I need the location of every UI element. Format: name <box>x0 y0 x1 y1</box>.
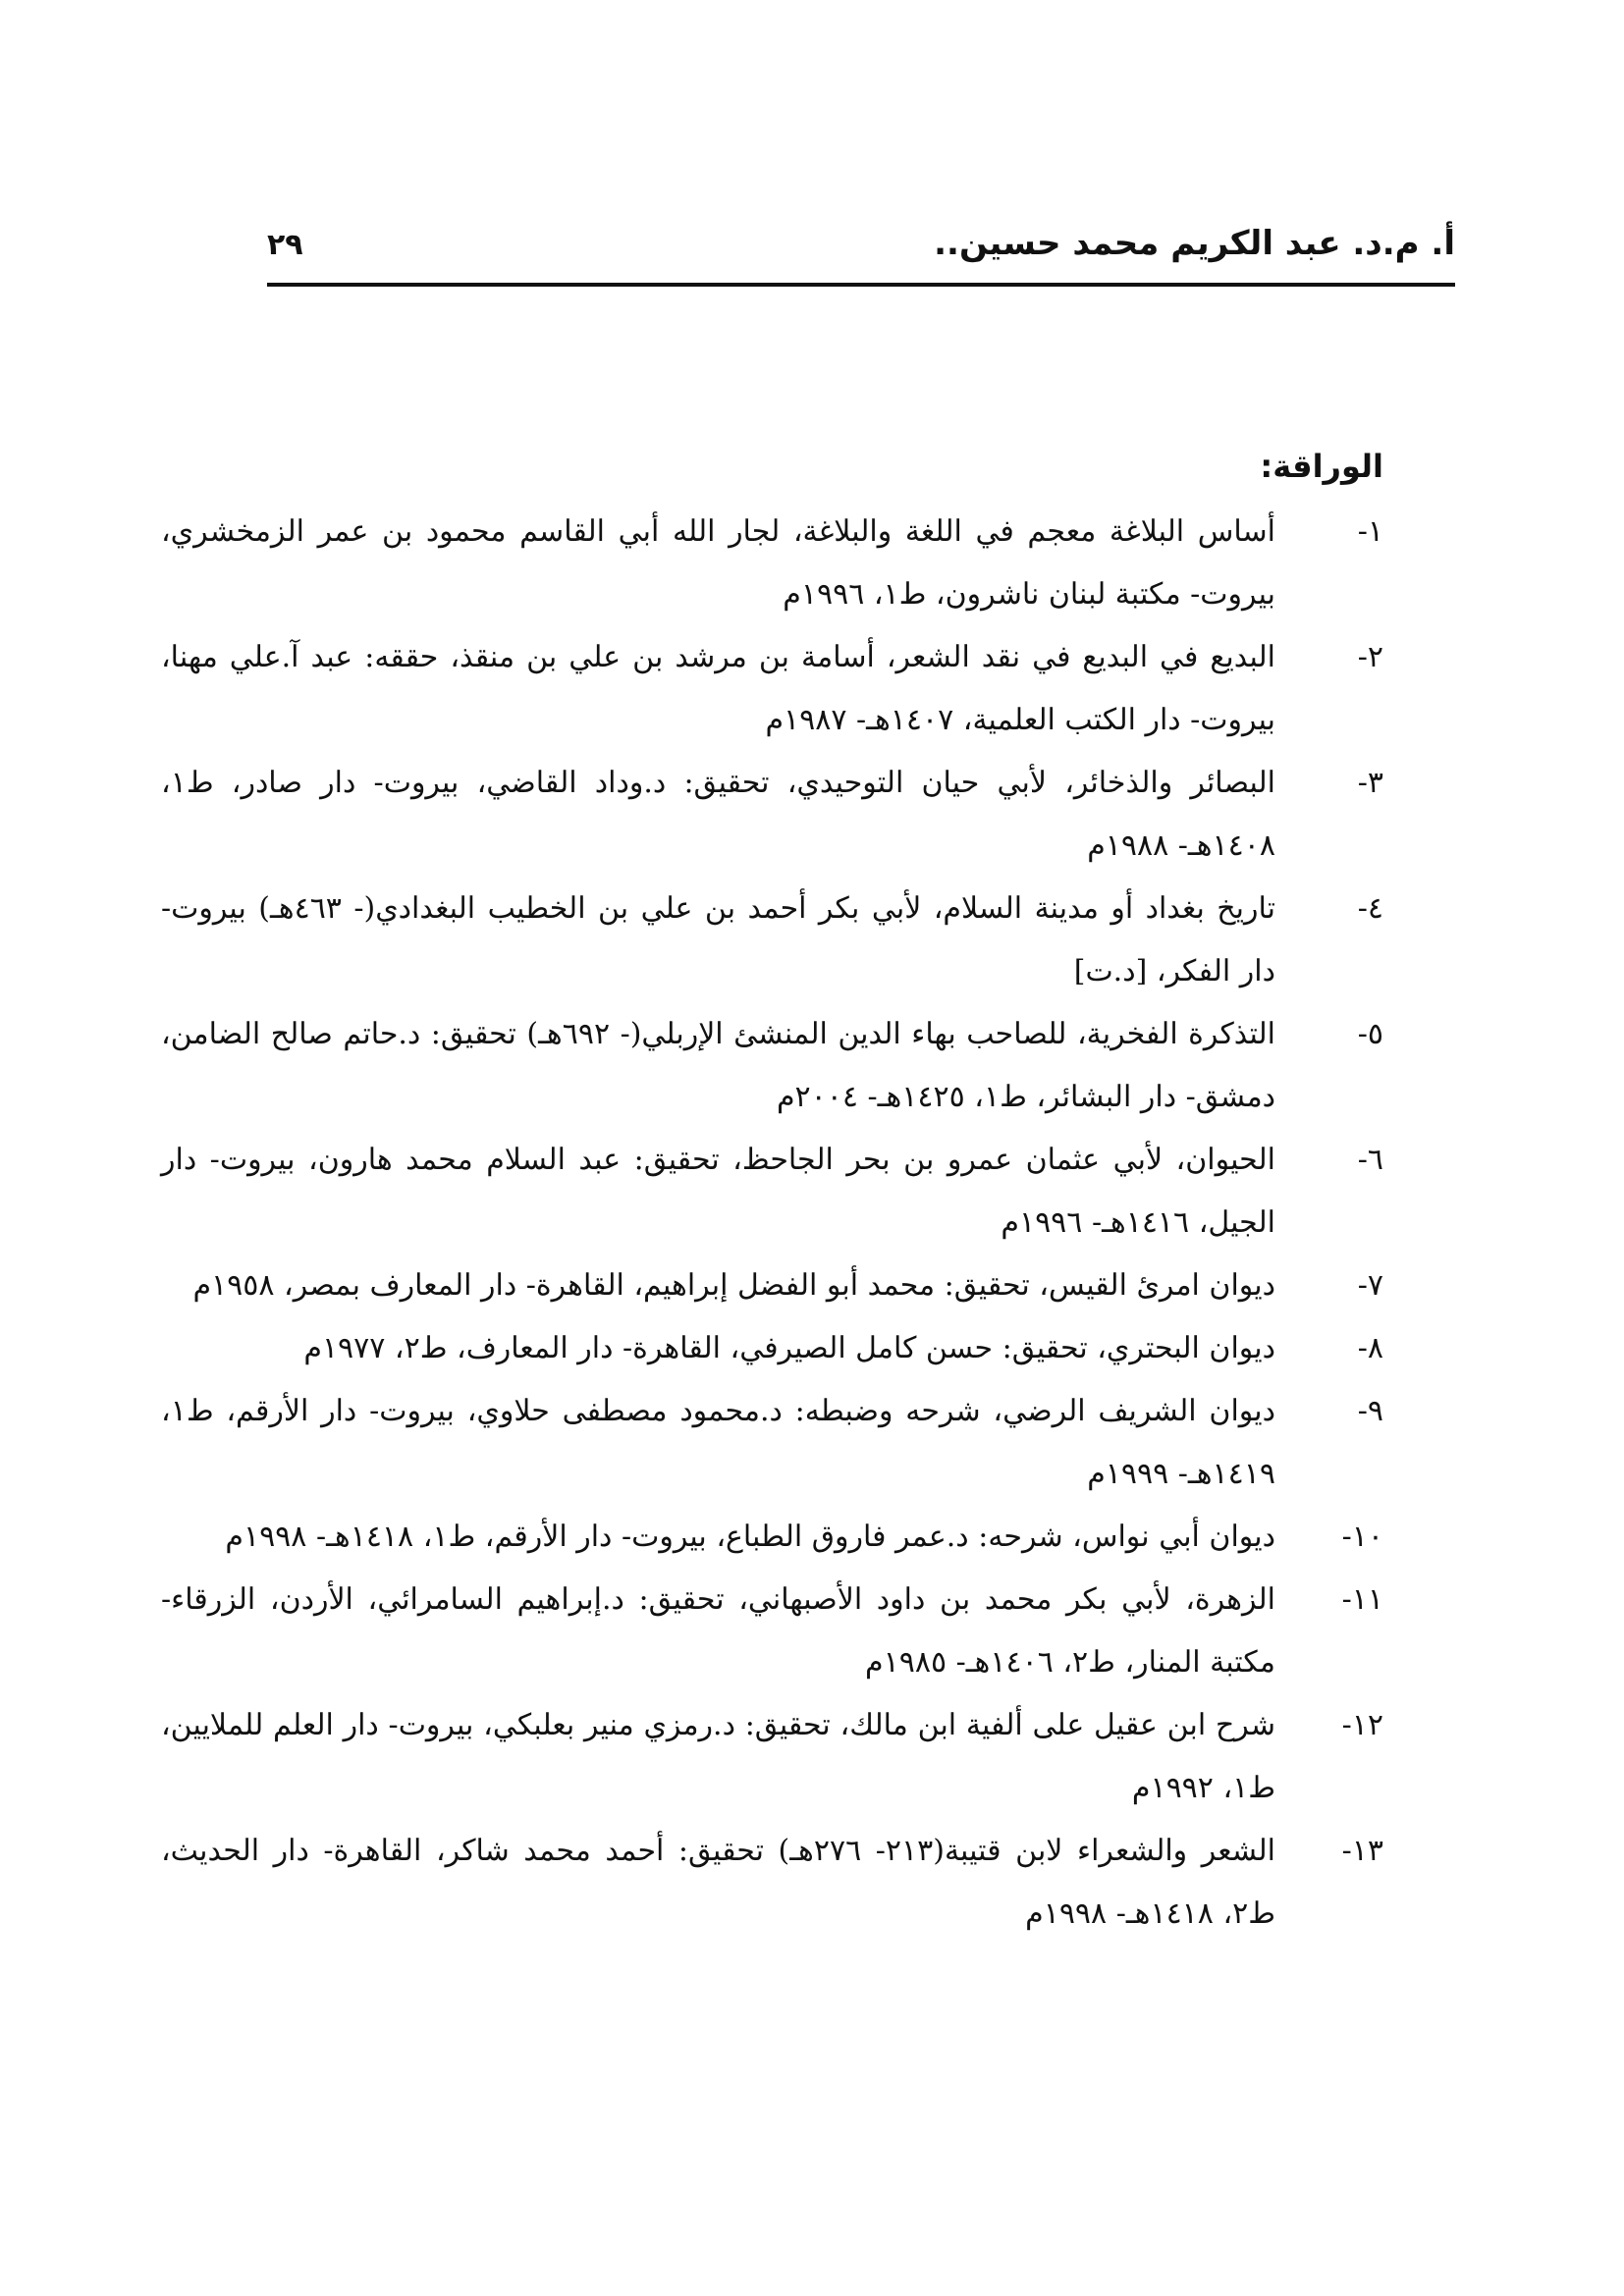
entry-number: ٨- <box>1357 1331 1383 1365</box>
bibliography-entry <box>161 1317 1383 1380</box>
header-divider <box>267 283 1455 287</box>
entry-number: ٧- <box>1357 1268 1383 1303</box>
entry-text: الحيوان، لأبي عثمان عمرو بن بحر الجاحظ، تحقيق: عبد السلام محمد هارون، بيروت- دار الجيل، ١٤١٦هـ- ١٩٩٦م <box>161 1143 1275 1240</box>
entry-text: ديوان البحتري، تحقيق: حسن كامل الصيرفي، القاهرة- دار المعارف، ط٢، ١٩٧٧م <box>303 1331 1275 1365</box>
entry-number: ٦- <box>1357 1143 1383 1177</box>
bibliography-entry <box>161 1003 1383 1129</box>
bibliography-entry <box>161 878 1383 1003</box>
bibliography-entry <box>161 1506 1383 1569</box>
section-heading: الوراقة: <box>1260 448 1383 485</box>
bibliography-entry <box>161 1820 1383 1946</box>
bibliography-entry <box>161 1255 1383 1317</box>
entry-text: الزهرة، لأبي بكر محمد بن داود الأصبهاني، تحقيق: د.إبراهيم السامرائي، الأردن، الزرقاء- مكتبة المنار، ط٢، ١٤٠٦هـ- ١٩٨٥م <box>161 1582 1275 1680</box>
entry-number: ٥- <box>1357 1017 1383 1051</box>
entry-text: الشعر والشعراء لابن قتيبة(٢١٣- ٢٧٦هـ) تحقيق: أحمد محمد شاكر، القاهرة- دار الحديث، ط٢، ١٤١٨هـ- ١٩٩٨م <box>161 1834 1275 1931</box>
entry-number: ٣- <box>1357 766 1383 800</box>
bibliography-entry <box>161 1694 1383 1820</box>
running-header <box>267 218 1455 277</box>
entry-number: ٢- <box>1357 640 1383 674</box>
entry-number: ١٢- <box>1341 1708 1383 1742</box>
entry-text: التذكرة الفخرية، للصاحب بهاء الدين المنشئ الإربلي(- ٦٩٢هـ) تحقيق: د.حاتم صالح الضامن، دمشق- دار البشائر، ط١، ١٤٢٥هـ- ٢٠٠٤م <box>161 1017 1276 1114</box>
bibliography-entry <box>161 626 1383 752</box>
entry-number: ١١- <box>1341 1582 1383 1617</box>
entry-text: تاريخ بغداد أو مدينة السلام، لأبي بكر أحمد بن علي بن الخطيب البغدادي(- ٤٦٣هـ) بيروت- دار الفكر، [د.ت] <box>161 891 1275 988</box>
entry-number: ١٠- <box>1341 1520 1383 1554</box>
bibliography-list <box>161 501 1383 1946</box>
entry-number: ١٣- <box>1341 1834 1383 1868</box>
entry-text: البديع في البديع في نقد الشعر، أسامة بن مرشد بن علي بن منقذ، حققه: عبد آ.علي مهنا، بيروت- دار الكتب العلمية، ١٤٠٧هـ- ١٩٨٧م <box>161 640 1275 737</box>
entry-text: أساس البلاغة معجم في اللغة والبلاغة، لجار الله أبي القاسم محمود بن عمر الزمخشري، بيروت- مكتبة لبنان ناشرون، ط١، ١٩٩٦م <box>161 514 1275 612</box>
entry-number: ٤- <box>1357 891 1383 926</box>
entry-text: شرح ابن عقيل على ألفية ابن مالك، تحقيق: د.رمزي منير بعلبكي، بيروت- دار العلم للملايين، ط١، ١٩٩٢م <box>161 1708 1275 1805</box>
bibliography-entry <box>161 1380 1383 1506</box>
entry-text: ديوان امرئ القيس، تحقيق: محمد أبو الفضل إبراهيم، القاهرة- دار المعارف بمصر، ١٩٥٨م <box>192 1268 1275 1303</box>
entry-text: ديوان أبي نواس، شرحه: د.عمر فاروق الطباع، بيروت- دار الأرقم، ط١، ١٤١٨هـ- ١٩٩٨م <box>225 1520 1275 1554</box>
bibliography-entry <box>161 752 1383 878</box>
bibliography-entry <box>161 501 1383 626</box>
bibliography-entry <box>161 1569 1383 1694</box>
header-author: أ. م.د. عبد الكريم محمد حسين.. <box>934 224 1455 263</box>
entry-text: البصائر والذخائر، لأبي حيان التوحيدي، تحقيق: د.وداد القاضي، بيروت- دار صادر، ط١، ١٤٠٨هـ- ١٩٨٨م <box>161 766 1275 863</box>
bibliography-entry <box>161 1129 1383 1255</box>
entry-number: ٩- <box>1357 1394 1383 1428</box>
entry-text: ديوان الشريف الرضي، شرحه وضبطه: د.محمود مصطفى حلاوي، بيروت- دار الأرقم، ط١، ١٤١٩هـ- ١٩٩٩م <box>161 1394 1275 1491</box>
page-number: ٢٩ <box>267 228 303 262</box>
entry-number: ١- <box>1357 514 1383 549</box>
